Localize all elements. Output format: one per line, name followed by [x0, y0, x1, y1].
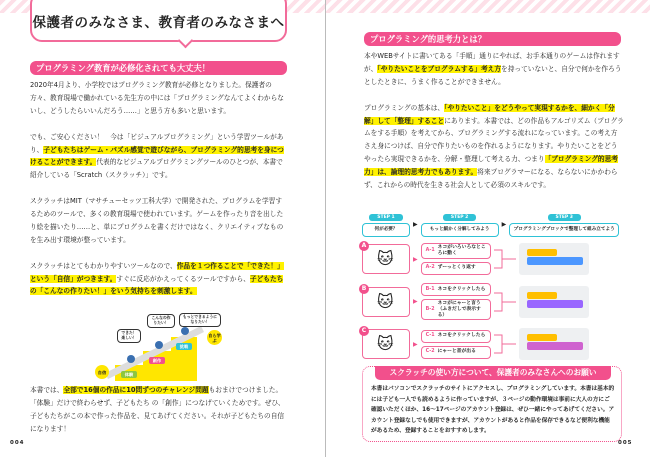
connector-icon	[494, 287, 516, 317]
note-title: スクラッチの使い方について、保護者のみなさんへのお願い	[375, 366, 611, 380]
text-run: 本書では、	[30, 386, 64, 394]
example-box	[362, 329, 410, 359]
step-tag: STEP 1	[369, 214, 402, 221]
arrow-icon: ▶	[501, 220, 507, 228]
parent-note-box	[362, 366, 622, 442]
arrow-icon: ▶	[413, 340, 418, 348]
step-label: プログラミングブロックで整理して組み立てよう	[509, 223, 619, 237]
paragraph	[364, 102, 624, 192]
body-text	[30, 79, 288, 298]
sub-step-text: ずーっとくり返す	[437, 265, 476, 271]
text-run: 2020年4月より、小学校ではプログラミング教育が必修となりました。保護者の方々、教育現場で働かれている先生方の中には「プログラミングなんてよくわからないし、どうしたらいいんだろう……」と思う方も多いと思います。	[30, 81, 284, 115]
sub-step-id: C-2	[425, 349, 435, 355]
sub-step-id: B-1	[425, 286, 435, 292]
highlighted-text: 「やりたいことをプログラムする」考え方	[377, 64, 502, 73]
example-row	[362, 328, 620, 360]
arrow-icon: ▶	[413, 298, 418, 306]
step-tag: STEP 2	[443, 214, 476, 221]
sub-step	[421, 346, 491, 359]
sub-step-text: ネコがいろいろなところに動く	[437, 245, 486, 256]
example-rows	[362, 243, 620, 360]
striped-header-band	[326, 0, 650, 13]
text-run: 将来プログラマーになる、ならないにかかわらず、これからの時代を生きる社会人として必須のスキルです。	[364, 168, 618, 190]
connector-icon	[494, 244, 516, 274]
event-block	[527, 292, 557, 299]
step-experience: 体験	[121, 371, 137, 378]
example-box	[362, 244, 410, 274]
sub-step-id: C-1	[425, 333, 435, 339]
page-number: 005	[618, 440, 633, 446]
bubble: できた！楽しい！	[117, 329, 141, 343]
sub-step-text: にゃーと音が出る	[437, 349, 476, 355]
sub-steps	[421, 243, 491, 275]
growth-illustration	[95, 313, 225, 381]
note-text: 本書はパソコンでスクラッチのサイトにアクセスし、プログラミングしています。本書は基本的には子ども一人でも読めるように作っていますが、３ページの動作環境は事前に大人の方にご確認いただくほか、16～17ページのアカウント登録は、ぜひ一緒にやってあげてください。アカウント登録なしでも使用できますが、アカウントがあると作品を保存できるなど便利な機能があるため、登録することをおすすめします。	[371, 386, 615, 435]
text-run: すぐに反応がかえってくるツールですから、	[116, 274, 250, 283]
arrow-icon: ▶	[413, 220, 418, 228]
step-label: 何が必要？	[362, 223, 410, 237]
section-heading: プログラミング的思考力とは？	[364, 32, 621, 46]
sub-step	[421, 262, 491, 275]
sub-step-id: A-1	[425, 248, 435, 254]
sub-step-text: ネコがにゃーと言う（ふきだしで表示する）	[437, 301, 481, 318]
sub-steps	[421, 283, 491, 320]
paragraph	[30, 79, 288, 118]
body-text-after	[30, 384, 288, 436]
event-block	[527, 334, 557, 341]
highlighted-text: 子どもたちはゲーム・パズル感覚で遊びながら、プログラミング的思考を身につけることができます。	[30, 145, 284, 167]
text-run: にあります。本書では、どの作品もアルゴリズム（プログラムをする手順）を考えてから、プログラミングする流れになっています。この考え方さえ身につけば、自分で作りたいものを作れるようになります。やりたいことをどうやったら実現できるかを、分解・整理して考える力、つまり	[364, 116, 624, 164]
sub-steps	[421, 330, 491, 359]
step-challenge: 挑戦	[176, 343, 192, 350]
paragraph	[30, 131, 288, 183]
sub-step-id: B-2	[425, 306, 435, 312]
step-tag: STEP 3	[548, 214, 581, 221]
sub-step	[421, 283, 491, 296]
text-run: でも、ご安心ください！ 今は「ビジュアルプログラミング」という学習ツールがあり、	[30, 132, 284, 154]
action-block	[527, 342, 583, 350]
code-blocks	[519, 243, 589, 275]
example-row	[362, 283, 620, 320]
highlighted-text: 全部で16個の作品に10問ずつのチャレンジ問題	[63, 386, 209, 394]
highlighted-text: 子どもたちの「こんなの作りたい！」をいう気持ちを刺激します。	[30, 274, 284, 296]
text-run: プログラミングの基本は、	[364, 103, 445, 112]
scratch-cat-icon: 🐱	[377, 291, 394, 311]
step-3	[509, 203, 619, 237]
connector-icon	[494, 329, 516, 359]
sub-step-text: ネコをクリックしたら	[437, 286, 486, 292]
text-run: 代表的なビジュアルプログラミングツールのひとつが、本書で紹介している「Scratch（スクラッチ）」です。	[30, 158, 283, 180]
text-run: もおまけでつけました。「体験」だけで終わらせず、子どもたち の「創作」につなげていくためです。ぜひ、子どもたちがこの本で作った作品を、見てあげてください。それが子どもたちの自信になります！	[30, 386, 285, 433]
scratch-cat-icon: 🐱	[377, 334, 394, 354]
text-run: スクラッチはとてもわかりやすいツールなので、	[30, 261, 177, 270]
code-blocks	[519, 286, 589, 318]
bubble: もっとできるようになりたい！	[179, 313, 221, 327]
paragraph	[30, 384, 288, 436]
step-header	[362, 203, 620, 237]
step-2	[421, 203, 499, 237]
arrow-icon: ▶	[413, 255, 418, 263]
code-blocks	[519, 328, 589, 360]
child-head	[127, 355, 135, 363]
step-label: もっと細かく分解してみよう	[421, 223, 499, 237]
highlighted-text: 「プログラミング的思考力」は、論理的思考力でもあります。	[364, 155, 618, 177]
child-head	[155, 341, 163, 349]
text-run: 本やWEBサイトに書いてある「手順」通りにやれば、お手本通りのゲームは作れますが、	[364, 52, 620, 73]
text-run: を持っていないと、自分で何かを作ろうとしたときに、うまく作ることができません。	[364, 64, 622, 86]
bubble: こんなの作りたい！	[147, 314, 175, 328]
example-box	[361, 284, 410, 317]
section-heading: プログラミング教育が必修化されても大丈夫！	[30, 61, 287, 75]
page-title: 保護者のみなさま、教育者のみなさまへ	[30, 0, 287, 42]
highlighted-text: 作品を１つ作ることで「できた！」という「自信」がつきます。	[30, 261, 284, 283]
row-letter: A	[359, 241, 369, 251]
example-row	[362, 243, 620, 275]
row-letter: B	[359, 284, 369, 294]
algorithm-diagram	[362, 203, 620, 360]
paragraph	[364, 50, 624, 89]
goal-circle: 自ら学ぶ	[207, 330, 222, 345]
body-text	[364, 50, 624, 192]
child-head	[181, 327, 189, 335]
step-create: 創作	[149, 357, 165, 364]
start-circle: 自信	[95, 365, 109, 379]
sub-step	[421, 299, 491, 320]
highlighted-text: 「やりたいこと」をどうやって実現するかを、細かく「分解」して「整理」すること	[364, 103, 615, 125]
sub-step	[421, 330, 491, 343]
action-block	[527, 257, 583, 265]
paragraph	[30, 260, 288, 299]
step-1	[362, 203, 410, 237]
sub-step-id: A-2	[425, 265, 435, 271]
text-run: スクラッチはMIT（マサチューセッツ工科大学）で開発された、プログラムを学習するためのツールで、多くの教育現場で使われています。ゲームを作ったり音を出したり絵を描いたり……と、単にプログラムを書くだけではなく、クリエイティブなものを生み出す環境が整っています。	[30, 197, 284, 244]
action-block	[527, 300, 583, 308]
sub-step-text: ネコをクリックしたら	[437, 333, 486, 339]
sub-step	[421, 243, 491, 259]
event-block	[527, 249, 557, 256]
scratch-cat-icon: 🐱	[377, 249, 394, 268]
page-number: 004	[10, 440, 25, 446]
row-letter: C	[359, 326, 369, 336]
paragraph	[30, 195, 288, 247]
